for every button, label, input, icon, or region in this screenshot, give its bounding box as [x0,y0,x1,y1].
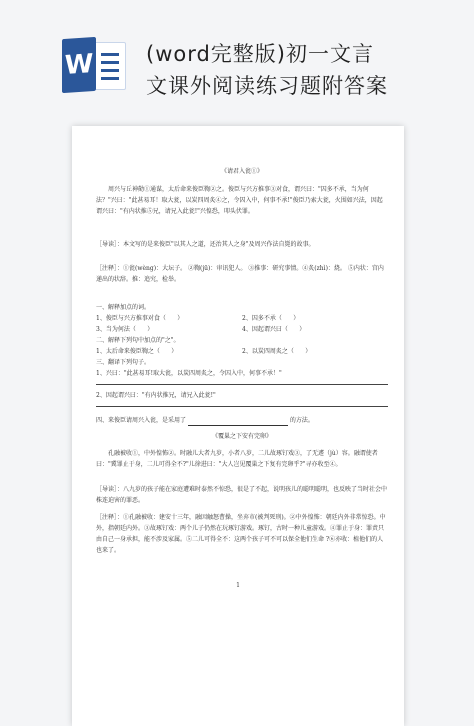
q1-item-4: 4、因起谓兴曰（ [242,326,288,333]
q1-item-2: 2、囚多不承（ [242,315,282,322]
passage-1: 周兴与丘神勣①通谋，太后命来俊臣鞫②之。俊臣与兴方推事③对食，谓兴曰："囚多不承，当为何法？"兴曰："此甚易耳！取大瓮，以炭四周炙④之，令囚入中，何事不承!"俊臣乃索大瓮，火围如兴法，因起谓兴曰："有内状推⑤兄，请兄入此瓮!"兴惶恐，叩头伏罪。 [96,186,383,215]
q3-item-1: 1、兴曰："此甚易耳!取大瓮，以炭四周炙之，令囚入中，何事不承！" [96,370,282,377]
word-badge: W [62,37,96,93]
notes-2: ［注释］：①孔融被收：建安十三年，融因触怒曹操，坐弃市(被判死刑)。②中外惶怖：朝廷内外非常惊恐。中外，指朝廷内外。③故琢钉戏：两个儿子仍然在玩琢钉游戏。琢钉，古时一种儿童游戏。④罪止于身：罪责只由自己一身承担，能不涉及家属。⑤二儿可得全不：这两个孩子可不可以保全他们生命 ?⑥亦收：植他们的人也来了。 [96,514,386,554]
passage-2: 孔融被收①，中外惶怖②。时融儿大者九岁，小者八岁，二儿故琢钉戏③，了无遽（jù）容。融谓使者曰："冀罪止于身，二儿可得全不?"儿徐进曰："大人岂见覆巢之下复有完卵乎?"寻亦收至④。 [96,450,378,468]
guide-2: ［导读］：八九岁的孩子能在家庭遭难时泰然不惊恐，很是了不起，说明孩儿的聪明聪明，也反映了当时社会中株连迫害的罪恶。 [96,486,388,504]
title-line-2: 文课外阅读练习题附答案 [146,74,388,98]
document-page [72,126,404,726]
question-2-row: 1、太后命来俊臣鞫之（ ） 2、以炭四周炙之（ ） [96,348,312,355]
q4-suffix: 的方法。 [289,417,314,424]
q2-item-1: 1、太后命来俊臣鞫之（ [96,348,160,355]
question-1: 一、解释加点的词。 [96,304,151,311]
question-3: 三、翻译下列句子。 [96,359,151,366]
q1-item-3: 3、当为何法（ [96,326,136,333]
question-1-row-a: 1、俊臣与兴方推事对食（ ） 2、囚多不承（ ） [96,315,300,322]
question-1-row-b: 3、当为何法（ ） 4、因起谓兴曰（ ） [96,326,306,333]
question-2: 二、解释下列句中加点的"之"。 [96,337,180,344]
answer-line-2 [96,406,388,407]
answer-line-1 [96,384,388,385]
title-line-1: (word完整版)初一文言 [146,42,375,66]
page-number: 1 [236,582,240,589]
q4-prefix: 四、来俊臣请周兴入瓮，是采用了 [96,417,187,424]
section-title-1: 《请君入瓮①》 [220,168,263,175]
q3-item-2: 2、因起谓兴曰："有内状推兄，请兄入此瓮!" [96,392,216,399]
header [0,0,474,112]
section-title-2: 《覆巢之下安有完卵》 [211,433,272,440]
word-logo-icon [62,38,126,92]
q2-item-2: 2、以炭四周炙之（ [242,348,294,355]
notes-1: ［注释］：①瓮(wèng)：大坛子。 ②鞫(jū)：审讯犯人。 ③推事：研究事情。④炙(zhì)：烧。 ⑤内状：宫内递出的状辞。推：追究，检举。 [96,265,384,283]
question-4 [96,415,388,426]
q4-blank[interactable] [188,417,288,426]
guide-1: ［导读］：本文写的是来俊臣"以其人之道，还治其人之身"及周兴作法自毙的故事。 [96,241,315,248]
page-title [146,38,466,102]
q1-item-1: 1、俊臣与兴方推事对食（ [96,315,166,322]
